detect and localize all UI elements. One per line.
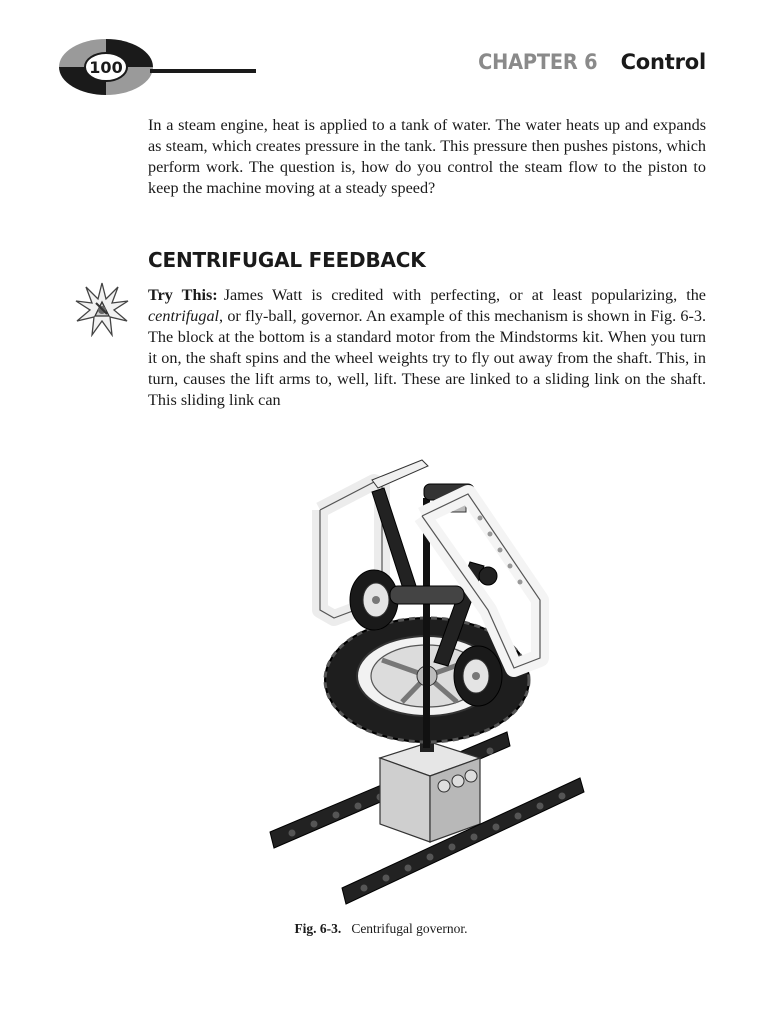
chapter-title: Control bbox=[620, 50, 706, 74]
try-this-paragraph bbox=[148, 285, 706, 411]
right-weight-wheel bbox=[454, 646, 502, 706]
motor-block bbox=[380, 740, 480, 842]
page-number: 100 bbox=[89, 58, 123, 77]
intro-paragraph: In a steam engine, heat is applied to a tank of water. The water heats up and expands as steam, which creates pressure in the tank. This pressure then pushes pistons, which perform work. The question is, how do you control the steam flow to the piston to keep the machine moving at a steady speed? bbox=[148, 116, 706, 197]
page-number-badge bbox=[58, 38, 154, 96]
section-heading: CENTRIFUGAL FEEDBACK bbox=[148, 248, 426, 272]
paragraph-text-b: , or fly-ball, governor. An example of this mechanism is shown in Fig. 6-3. The block at the bottom is a standard motor from the Mindstorms kit. When you turn it on, the shaft spins and the wheel weights try to fly out away from the shaft. This, in turn, causes the lift arms to, well, lift. These are linked to a sliding link on the shaft. This sliding link can bbox=[148, 307, 706, 409]
italic-term: centrifugal bbox=[148, 307, 220, 325]
sliding-collar bbox=[390, 586, 464, 604]
try-this-burst-icon bbox=[74, 281, 130, 337]
try-this-label: Try This: bbox=[148, 286, 218, 304]
running-head bbox=[473, 50, 706, 74]
header-rule bbox=[150, 69, 256, 73]
figure-caption-text: Centrifugal governor. bbox=[351, 921, 468, 936]
chapter-number: CHAPTER 6 bbox=[478, 50, 598, 74]
figure-label: Fig. 6-3. bbox=[294, 921, 342, 936]
centrifugal-governor-figure bbox=[262, 440, 592, 910]
figure-caption bbox=[0, 921, 762, 937]
paragraph-text-a: James Watt is credited with perfecting, or at least popularizing, the bbox=[223, 286, 706, 304]
